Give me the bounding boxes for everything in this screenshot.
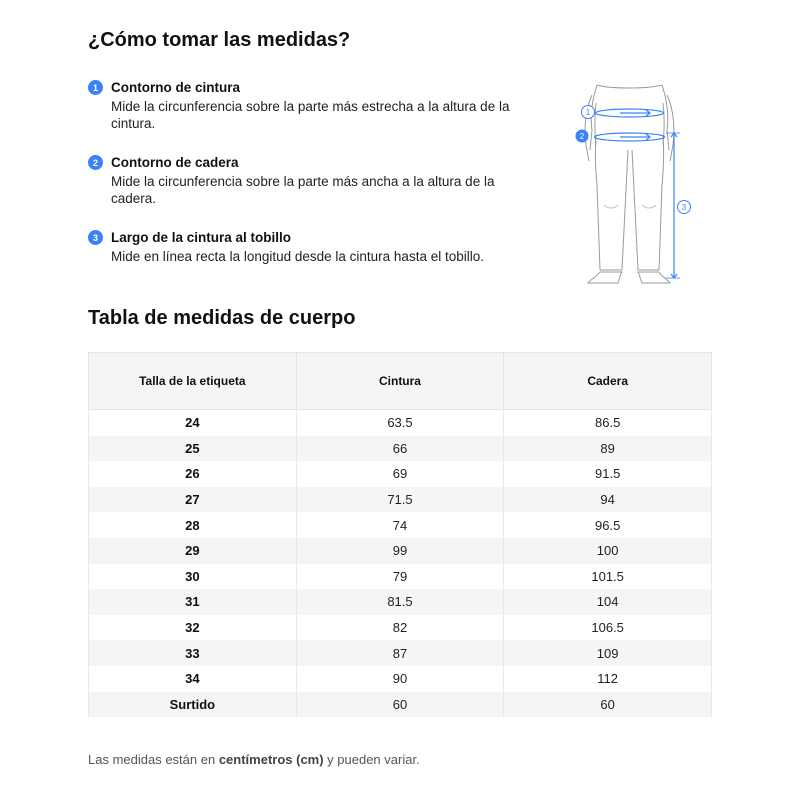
waist-cell: 99 <box>296 538 504 564</box>
hip-cell: 101.5 <box>504 564 712 590</box>
table-row <box>89 615 712 641</box>
column-header-hip: Cadera <box>504 353 712 410</box>
hip-cell: 91.5 <box>504 461 712 487</box>
size-cell: 33 <box>89 640 297 666</box>
hip-cell: 86.5 <box>504 410 712 436</box>
table-row <box>89 640 712 666</box>
size-cell: 26 <box>89 461 297 487</box>
size-cell: 24 <box>89 410 297 436</box>
hip-cell: 112 <box>504 666 712 692</box>
svg-text:2: 2 <box>579 132 585 141</box>
units-note-prefix: Las medidas están en <box>88 752 219 767</box>
hip-cell: 106.5 <box>504 615 712 641</box>
marker-length-icon <box>678 201 691 214</box>
size-cell: 32 <box>89 615 297 641</box>
hip-cell: 109 <box>504 640 712 666</box>
size-cell: 31 <box>89 589 297 615</box>
marker-waist-icon <box>582 106 595 119</box>
body-measurement-illustration <box>570 75 710 293</box>
size-cell: 29 <box>89 538 297 564</box>
waist-cell: 69 <box>296 461 504 487</box>
size-cell: 34 <box>89 666 297 692</box>
size-cell: Surtido <box>89 692 297 718</box>
step-title: Contorno de cintura <box>111 80 240 95</box>
table-row <box>89 538 712 564</box>
column-header-waist: Cintura <box>296 353 504 410</box>
waist-cell: 63.5 <box>296 410 504 436</box>
svg-text:3: 3 <box>681 203 687 212</box>
hip-cell: 96.5 <box>504 512 712 538</box>
step-description: Mide en línea recta la longitud desde la cintura hasta el tobillo. <box>111 249 484 264</box>
size-cell: 25 <box>89 436 297 462</box>
hip-cell: 60 <box>504 692 712 718</box>
step-length <box>88 229 518 265</box>
step-waist <box>88 79 518 132</box>
table-header-row <box>89 353 712 410</box>
units-note <box>88 752 420 767</box>
table-row <box>89 487 712 513</box>
step-description: Mide la circunferencia sobre la parte más estrecha a la altura de la cintura. <box>111 99 510 131</box>
size-cell: 30 <box>89 564 297 590</box>
size-table <box>88 352 712 717</box>
step-hip <box>88 154 518 207</box>
table-row <box>89 589 712 615</box>
size-table-title: Tabla de medidas de cuerpo <box>88 307 356 329</box>
step-number-badge: 2 <box>88 155 103 170</box>
waist-cell: 82 <box>296 615 504 641</box>
units-note-unit: centímetros (cm) <box>218 752 324 767</box>
hip-cell: 100 <box>504 538 712 564</box>
units-note-suffix: y pueden variar. <box>323 752 420 767</box>
column-header-size: Talla de la etiqueta <box>89 353 297 410</box>
step-number-badge: 1 <box>88 80 103 95</box>
waist-cell: 81.5 <box>296 589 504 615</box>
waist-cell: 79 <box>296 564 504 590</box>
step-title: Largo de la cintura al tobillo <box>111 230 292 245</box>
waist-cell: 87 <box>296 640 504 666</box>
step-description: Mide la circunferencia sobre la parte más ancha a la altura de la cadera. <box>111 174 495 206</box>
svg-text:1: 1 <box>585 108 591 117</box>
step-title: Contorno de cadera <box>111 155 239 170</box>
waist-cell: 71.5 <box>296 487 504 513</box>
waist-cell: 90 <box>296 666 504 692</box>
waist-cell: 60 <box>296 692 504 718</box>
size-cell: 28 <box>89 512 297 538</box>
how-to-title: ¿Cómo tomar las medidas? <box>88 29 351 51</box>
size-cell: 27 <box>89 487 297 513</box>
table-row <box>89 564 712 590</box>
hip-cell: 104 <box>504 589 712 615</box>
waist-cell: 66 <box>296 436 504 462</box>
step-number-badge: 3 <box>88 230 103 245</box>
table-row <box>89 461 712 487</box>
marker-hip-icon <box>576 130 589 143</box>
table-row <box>89 436 712 462</box>
table-row <box>89 512 712 538</box>
hip-cell: 94 <box>504 487 712 513</box>
table-row <box>89 666 712 692</box>
table-row <box>89 692 712 718</box>
hip-cell: 89 <box>504 436 712 462</box>
table-row <box>89 410 712 436</box>
waist-cell: 74 <box>296 512 504 538</box>
